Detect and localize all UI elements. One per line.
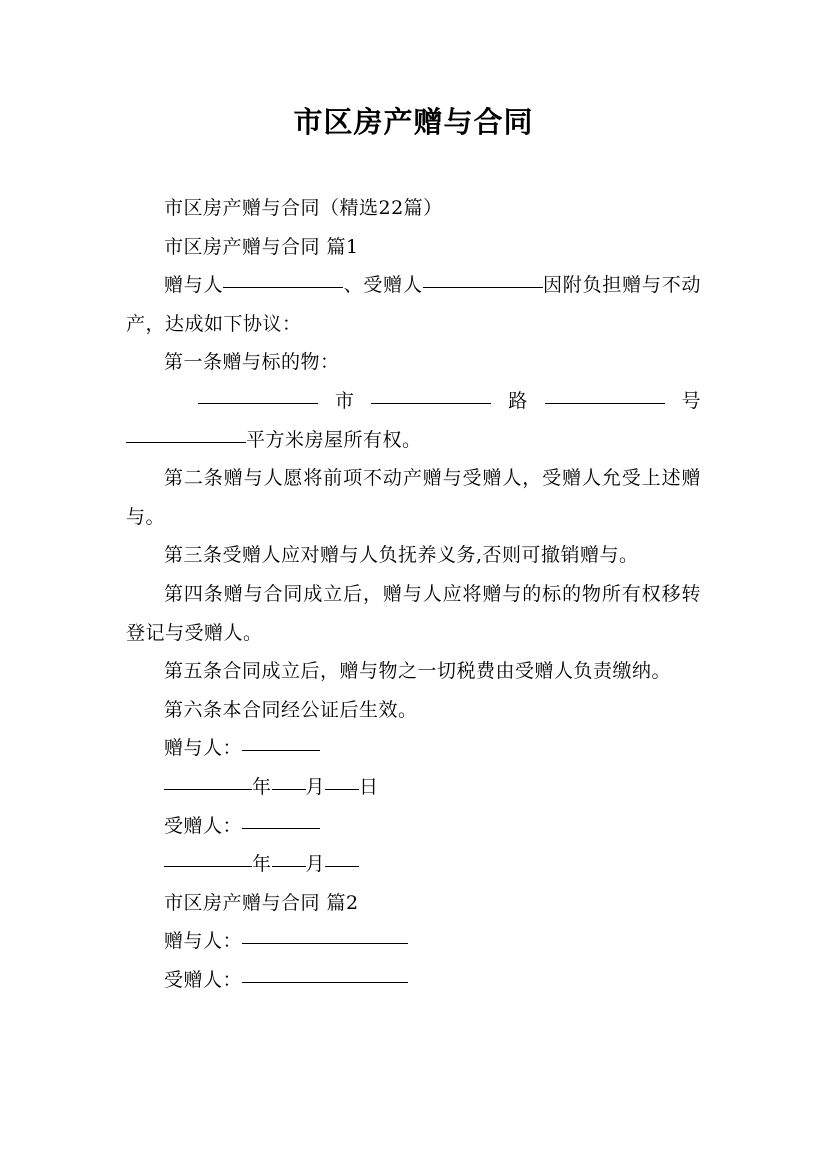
- section-2-donee-label: 受赠人：: [164, 968, 243, 991]
- article-1-area-line: [126, 421, 701, 460]
- donor-signature-blank: [242, 731, 320, 752]
- section-2-donor-label: 赠与人：: [164, 930, 243, 953]
- article-4: 第四条赠与合同成立后，赠与人应将赠与的标的物所有权移转登记与受赠人。: [126, 582, 701, 644]
- intro-tail-text: 因附负担赠与不动产，达成如下协议：: [126, 274, 701, 335]
- intro-donee-text: 、受赠人: [343, 274, 423, 297]
- road-label: 路: [508, 389, 528, 412]
- number-blank: [545, 383, 665, 404]
- donor-name-blank: [223, 267, 343, 288]
- intro-donor-text: 赠与人: [164, 274, 224, 297]
- donor-day-blank: [325, 769, 359, 790]
- section-2-donee-line: [126, 961, 701, 1000]
- donee-year-label: 年: [252, 853, 272, 876]
- article-1-address-line: [126, 382, 701, 421]
- document-body: [126, 189, 701, 999]
- city-blank: [198, 383, 318, 404]
- article-1-heading: 第一条赠与标的物：: [164, 351, 340, 374]
- donee-signature-line: [126, 807, 701, 846]
- article-5: 第五条合同成立后，赠与物之一切税费由受赠人负责缴纳。: [164, 660, 672, 683]
- number-label: 号: [681, 389, 701, 412]
- donee-year-blank: [164, 846, 252, 867]
- section-2-donor-line: [126, 922, 701, 961]
- road-blank: [371, 383, 491, 404]
- donee-label: 受赠人：: [164, 814, 243, 837]
- area-tail-text: 平方米房屋所有权。: [246, 428, 422, 451]
- section-heading-2: 市区房产赠与合同 篇2: [164, 891, 359, 914]
- donor-label: 赠与人：: [164, 737, 243, 760]
- section-2-donor-blank: [242, 924, 408, 945]
- donee-signature-blank: [242, 808, 320, 829]
- donor-date-line: [126, 768, 701, 807]
- section-2-donee-blank: [242, 962, 408, 983]
- donor-month-blank: [272, 769, 306, 790]
- article-2: 第二条赠与人愿将前项不动产赠与受赠人，受赠人允受上述赠与。: [126, 467, 701, 528]
- donee-date-line: [126, 845, 701, 884]
- donor-signature-line: [126, 729, 701, 768]
- article-3: 第三条受赠人应对赠与人负抚养义务,否则可撤销赠与。: [164, 544, 639, 567]
- area-blank: [126, 422, 246, 443]
- donor-year-blank: [164, 769, 252, 790]
- donee-day-blank: [325, 846, 359, 867]
- donor-year-label: 年: [252, 775, 272, 798]
- intro-paragraph: [126, 266, 701, 343]
- document-subtitle: 市区房产赠与合同（精选22篇）: [164, 197, 443, 219]
- document-title: 市区房产赠与合同: [293, 105, 534, 139]
- donor-month-label: 月: [305, 775, 326, 798]
- donee-month-blank: [272, 846, 306, 867]
- donor-day-label: 日: [359, 775, 379, 798]
- donee-name-blank: [423, 267, 543, 288]
- section-heading-1: 市区房产赠与合同 篇1: [164, 235, 359, 258]
- article-6: 第六条本合同经公证后生效。: [164, 698, 418, 721]
- donee-month-label: 月: [305, 853, 326, 876]
- city-label: 市: [334, 389, 355, 412]
